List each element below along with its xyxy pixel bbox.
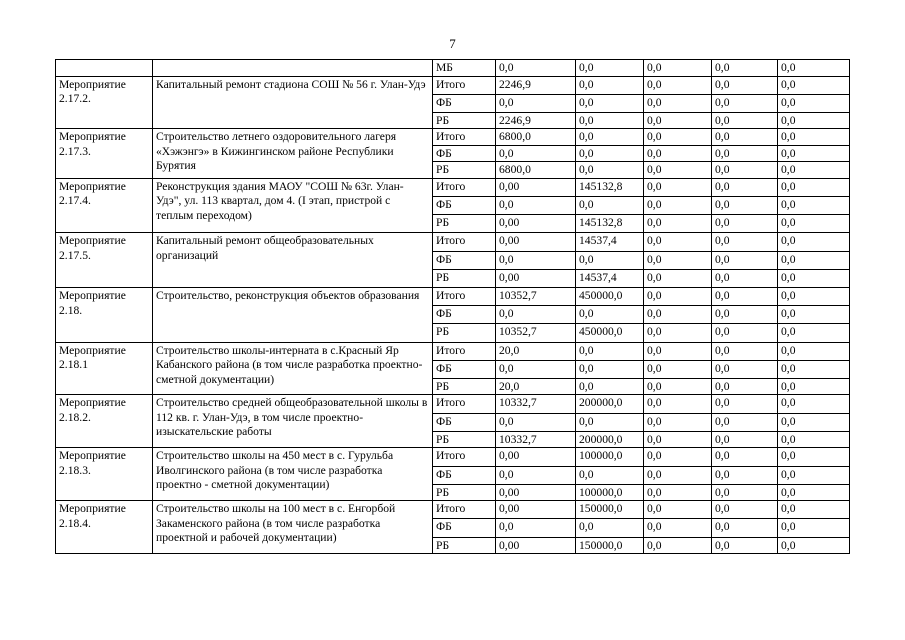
- value-cell: 145132,8: [576, 178, 644, 196]
- funding-source-cell: ФБ: [433, 519, 496, 537]
- value-cell: 0,0: [644, 60, 712, 77]
- value-cell: 10332,7: [496, 395, 576, 413]
- value-cell: 0,0: [712, 466, 778, 484]
- funding-source-cell: РБ: [433, 112, 496, 129]
- funding-source-cell: ФБ: [433, 251, 496, 269]
- value-cell: 0,0: [712, 76, 778, 94]
- activity-id-cell: Мероприятие 2.18.2.: [56, 395, 153, 448]
- value-cell: 0,0: [712, 94, 778, 112]
- activity-id-cell: Мероприятие 2.18.: [56, 288, 153, 343]
- funding-source-cell: РБ: [433, 324, 496, 342]
- funding-table: [55, 59, 850, 554]
- funding-source-cell: РБ: [433, 215, 496, 233]
- value-cell: 6800,0: [496, 129, 576, 146]
- value-cell: 0,0: [576, 162, 644, 179]
- activity-description-cell: Капитальный ремонт общеобразовательных организаций: [153, 233, 433, 288]
- value-cell: 0,0: [778, 360, 850, 378]
- table-row: [56, 178, 850, 196]
- value-cell: 0,0: [712, 360, 778, 378]
- value-cell: 10352,7: [496, 324, 576, 342]
- value-cell: 0,0: [778, 94, 850, 112]
- value-cell: 0,0: [778, 60, 850, 77]
- value-cell: 0,0: [712, 178, 778, 196]
- value-cell: 0,0: [644, 537, 712, 554]
- value-cell: 0,0: [576, 519, 644, 537]
- activity-description-cell: Строительство школы-интерната в с.Красный Яр Кабанского района (в том числе разработка проектно-сметной документации): [153, 342, 433, 395]
- funding-source-cell: ФБ: [433, 413, 496, 431]
- value-cell: 0,0: [644, 288, 712, 306]
- value-cell: 0,0: [644, 324, 712, 342]
- value-cell: 0,0: [496, 251, 576, 269]
- activity-description-cell: Реконструкция здания МАОУ "СОШ № 63г. Улан-Удэ", ул. 113 квартал, дом 4. (I этап, пристрой с теплым переходом): [153, 178, 433, 233]
- value-cell: 0,0: [644, 178, 712, 196]
- value-cell: 0,0: [778, 178, 850, 196]
- value-cell: 0,0: [644, 112, 712, 129]
- value-cell: 0,0: [712, 413, 778, 431]
- value-cell: 0,0: [644, 360, 712, 378]
- value-cell: 2246,9: [496, 112, 576, 129]
- funding-source-cell: Итого: [433, 342, 496, 360]
- value-cell: 6800,0: [496, 162, 576, 179]
- value-cell: 0,0: [778, 519, 850, 537]
- value-cell: 0,0: [644, 501, 712, 519]
- funding-source-cell: Итого: [433, 395, 496, 413]
- funding-source-cell: Итого: [433, 233, 496, 251]
- value-cell: 0,0: [576, 251, 644, 269]
- value-cell: 0,0: [576, 360, 644, 378]
- value-cell: 0,0: [644, 413, 712, 431]
- funding-source-cell: Итого: [433, 288, 496, 306]
- value-cell: 0,0: [496, 413, 576, 431]
- value-cell: 0,0: [644, 448, 712, 466]
- value-cell: 0,0: [778, 342, 850, 360]
- value-cell: 0,0: [644, 395, 712, 413]
- activity-description-cell: Строительство школы на 450 мест в с. Гурульба Иволгинского района (в том числе разработка проектно - сметной документации): [153, 448, 433, 501]
- value-cell: 2246,9: [496, 76, 576, 94]
- value-cell: 0,00: [496, 215, 576, 233]
- value-cell: 0,0: [644, 269, 712, 287]
- value-cell: 0,0: [496, 197, 576, 215]
- funding-source-cell: ФБ: [433, 360, 496, 378]
- funding-source-cell: Итого: [433, 178, 496, 196]
- funding-source-cell: Итого: [433, 76, 496, 94]
- value-cell: 0,0: [712, 112, 778, 129]
- value-cell: 0,0: [576, 197, 644, 215]
- value-cell: 0,0: [778, 288, 850, 306]
- value-cell: 0,0: [778, 145, 850, 162]
- value-cell: 0,0: [712, 269, 778, 287]
- value-cell: 0,0: [712, 60, 778, 77]
- value-cell: 0,0: [712, 129, 778, 146]
- value-cell: 0,0: [644, 233, 712, 251]
- value-cell: 150000,0: [576, 537, 644, 554]
- value-cell: 0,0: [778, 431, 850, 448]
- value-cell: 0,0: [576, 112, 644, 129]
- value-cell: 0,0: [778, 197, 850, 215]
- value-cell: 0,0: [712, 145, 778, 162]
- value-cell: 10352,7: [496, 288, 576, 306]
- funding-source-cell: РБ: [433, 431, 496, 448]
- value-cell: 0,0: [644, 466, 712, 484]
- value-cell: 0,0: [778, 501, 850, 519]
- activity-id-cell: Мероприятие 2.18.1: [56, 342, 153, 395]
- funding-source-cell: РБ: [433, 269, 496, 287]
- value-cell: 0,0: [778, 306, 850, 324]
- value-cell: 0,0: [644, 197, 712, 215]
- value-cell: 0,00: [496, 233, 576, 251]
- value-cell: 0,0: [644, 519, 712, 537]
- funding-source-cell: РБ: [433, 162, 496, 179]
- value-cell: 0,0: [712, 501, 778, 519]
- value-cell: 0,0: [576, 76, 644, 94]
- value-cell: 0,0: [712, 342, 778, 360]
- funding-source-cell: Итого: [433, 129, 496, 146]
- value-cell: 0,0: [712, 537, 778, 554]
- table-row: [56, 288, 850, 306]
- table-row: [56, 129, 850, 146]
- value-cell: 0,00: [496, 269, 576, 287]
- activity-description-cell: Строительство средней общеобразовательной школы в 112 кв. г. Улан-Удэ, в том числе проектно-изыскательские работы: [153, 395, 433, 448]
- value-cell: 0,0: [712, 395, 778, 413]
- value-cell: 150000,0: [576, 501, 644, 519]
- funding-source-cell: ФБ: [433, 197, 496, 215]
- value-cell: 0,0: [644, 431, 712, 448]
- table-row: [56, 395, 850, 413]
- value-cell: 0,0: [644, 378, 712, 395]
- activity-id-cell: Мероприятие 2.17.2.: [56, 76, 153, 129]
- value-cell: 0,0: [496, 60, 576, 77]
- value-cell: 100000,0: [576, 484, 644, 501]
- value-cell: 0,0: [712, 324, 778, 342]
- value-cell: 0,0: [778, 378, 850, 395]
- value-cell: 0,0: [496, 145, 576, 162]
- value-cell: 0,00: [496, 484, 576, 501]
- value-cell: 0,0: [712, 251, 778, 269]
- value-cell: 0,0: [576, 306, 644, 324]
- value-cell: 0,0: [644, 94, 712, 112]
- value-cell: 0,0: [576, 466, 644, 484]
- value-cell: 0,0: [778, 395, 850, 413]
- table-row: [56, 60, 850, 77]
- table-row: [56, 233, 850, 251]
- value-cell: 0,0: [576, 60, 644, 77]
- value-cell: 0,0: [778, 466, 850, 484]
- value-cell: 0,0: [644, 306, 712, 324]
- value-cell: 0,0: [496, 466, 576, 484]
- value-cell: 0,0: [712, 162, 778, 179]
- value-cell: 0,00: [496, 178, 576, 196]
- activity-description-cell: Строительство школы на 100 мест в с. Енгорбой Закаменского района (в том числе разработка проектной и рабочей документации): [153, 501, 433, 554]
- value-cell: 0,0: [778, 269, 850, 287]
- value-cell: 0,0: [576, 342, 644, 360]
- funding-source-cell: ФБ: [433, 145, 496, 162]
- table-row: [56, 501, 850, 519]
- table-body: [56, 60, 850, 554]
- activity-id-cell: Мероприятие 2.18.3.: [56, 448, 153, 501]
- value-cell: 0,0: [712, 484, 778, 501]
- value-cell: 0,0: [576, 413, 644, 431]
- value-cell: 0,0: [778, 112, 850, 129]
- value-cell: 14537,4: [576, 269, 644, 287]
- value-cell: 450000,0: [576, 324, 644, 342]
- value-cell: 0,0: [644, 251, 712, 269]
- activity-description-cell: Строительство, реконструкция объектов образования: [153, 288, 433, 343]
- activity-id-cell: Мероприятие 2.18.4.: [56, 501, 153, 554]
- value-cell: 0,0: [644, 215, 712, 233]
- value-cell: 0,0: [712, 378, 778, 395]
- value-cell: 0,0: [712, 519, 778, 537]
- value-cell: 0,00: [496, 501, 576, 519]
- funding-source-cell: РБ: [433, 484, 496, 501]
- value-cell: 0,0: [496, 360, 576, 378]
- funding-source-cell: Итого: [433, 501, 496, 519]
- activity-id-cell: Мероприятие 2.17.5.: [56, 233, 153, 288]
- value-cell: 200000,0: [576, 395, 644, 413]
- value-cell: 0,0: [576, 378, 644, 395]
- funding-source-cell: ФБ: [433, 306, 496, 324]
- page-number: 7: [449, 36, 456, 51]
- funding-source-cell: РБ: [433, 378, 496, 395]
- value-cell: 0,0: [778, 251, 850, 269]
- value-cell: 0,0: [644, 162, 712, 179]
- value-cell: 0,0: [644, 484, 712, 501]
- activity-description-cell: Капитальный ремонт стадиона СОШ № 56 г. Улан-Удэ: [153, 76, 433, 129]
- value-cell: 0,00: [496, 448, 576, 466]
- funding-source-cell: РБ: [433, 537, 496, 554]
- value-cell: 0,0: [496, 519, 576, 537]
- activity-id-cell: [56, 60, 153, 77]
- value-cell: 0,0: [644, 145, 712, 162]
- value-cell: 0,0: [778, 537, 850, 554]
- value-cell: 0,0: [778, 76, 850, 94]
- value-cell: 0,0: [778, 448, 850, 466]
- activity-description-cell: Строительство летнего оздоровительного лагеря «Хэжэнгэ» в Кижингинском районе Республики Бурятия: [153, 129, 433, 179]
- value-cell: 0,0: [576, 145, 644, 162]
- value-cell: 0,0: [496, 306, 576, 324]
- value-cell: 0,0: [778, 413, 850, 431]
- value-cell: 0,0: [644, 76, 712, 94]
- value-cell: 0,0: [778, 215, 850, 233]
- value-cell: 0,0: [576, 129, 644, 146]
- value-cell: 145132,8: [576, 215, 644, 233]
- activity-id-cell: Мероприятие 2.17.4.: [56, 178, 153, 233]
- value-cell: 14537,4: [576, 233, 644, 251]
- activity-id-cell: Мероприятие 2.17.3.: [56, 129, 153, 179]
- value-cell: 0,0: [644, 129, 712, 146]
- value-cell: 0,0: [778, 484, 850, 501]
- value-cell: 0,0: [576, 94, 644, 112]
- value-cell: 0,00: [496, 537, 576, 554]
- value-cell: 0,0: [778, 324, 850, 342]
- value-cell: 100000,0: [576, 448, 644, 466]
- value-cell: 20,0: [496, 378, 576, 395]
- value-cell: 0,0: [712, 288, 778, 306]
- value-cell: 0,0: [712, 306, 778, 324]
- value-cell: 0,0: [496, 94, 576, 112]
- value-cell: 0,0: [712, 448, 778, 466]
- value-cell: 0,0: [712, 233, 778, 251]
- funding-source-cell: МБ: [433, 60, 496, 77]
- table-row: [56, 342, 850, 360]
- value-cell: 20,0: [496, 342, 576, 360]
- value-cell: 0,0: [778, 233, 850, 251]
- funding-source-cell: ФБ: [433, 94, 496, 112]
- value-cell: 0,0: [778, 129, 850, 146]
- table-row: [56, 448, 850, 466]
- table-row: [56, 76, 850, 94]
- funding-source-cell: Итого: [433, 448, 496, 466]
- value-cell: 0,0: [712, 215, 778, 233]
- value-cell: 0,0: [712, 431, 778, 448]
- value-cell: 200000,0: [576, 431, 644, 448]
- value-cell: 0,0: [778, 162, 850, 179]
- value-cell: 0,0: [712, 197, 778, 215]
- value-cell: 0,0: [644, 342, 712, 360]
- funding-source-cell: ФБ: [433, 466, 496, 484]
- activity-description-cell: [153, 60, 433, 77]
- value-cell: 450000,0: [576, 288, 644, 306]
- value-cell: 10332,7: [496, 431, 576, 448]
